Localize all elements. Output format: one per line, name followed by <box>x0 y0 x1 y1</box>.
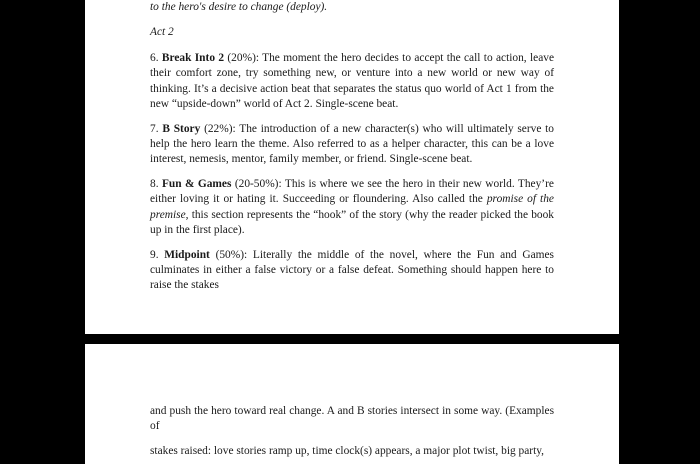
act-2-heading: Act 2 <box>150 25 174 38</box>
beat-number: 8. <box>150 178 159 191</box>
beat-percent: (20-50%): <box>234 178 282 191</box>
page-1-body <box>150 0 554 294</box>
beat-text-continued: this section represents the “hook” of the story (why the reader picked the book up in the first place). <box>150 208 554 237</box>
beat-text: The moment the hero decides to accept the call to action, leave their comfort zone, try something new, or venture into a new world or new way of thinking. It’s a decisive action beat that separates the status quo world of Act 1 from the new “upside-down” world of Act 2. Single-scene beat. <box>150 52 555 110</box>
document-page-2 <box>85 344 619 464</box>
beat-number: 7. <box>150 122 159 135</box>
beat-title: Break Into 2 <box>161 52 225 65</box>
clipped-bottom-line: stakes raised: love stories ramp up, time clock(s) appears, a major plot twist, big party, <box>150 445 545 458</box>
beat-text: This is where we see the hero in their new world. They’re either loving it or hating it. Succeeding or floundering. Also called the <box>150 178 554 206</box>
beat-break-into-2 <box>150 51 554 112</box>
beat-number: 9. <box>150 248 159 261</box>
document-page-1 <box>85 0 619 334</box>
beat-percent: (22%): <box>204 122 236 135</box>
beat-italic-phrase: promise of the premise, <box>150 193 554 221</box>
beat-number: 6. <box>150 52 159 65</box>
beat-title: Midpoint <box>164 248 210 261</box>
beat-title: Fun & Games <box>161 178 232 191</box>
beat-b-story <box>150 122 554 168</box>
beat-midpoint <box>150 248 554 294</box>
beat-title: B Story <box>162 122 201 135</box>
page-2-body <box>150 404 554 459</box>
continuation-line: and push the hero toward real change. A and B stories intersect in some way. (Examples of <box>150 405 554 433</box>
beat-fun-and-games <box>150 177 554 238</box>
clipped-runover-line: to the hero's desire to change (deploy). <box>150 1 328 13</box>
beat-text: Literally the middle of the novel, where the Fun and Games culminates in either a false victory or a false defeat. Something should happen here to raise the stakes <box>150 248 554 292</box>
beat-percent: (50%): <box>215 248 248 261</box>
beat-text: The introduction of a new character(s) who will ultimately serve to help the hero learn the theme. Also referred to as a helper character, this can be a love interest, nemesis, mentor, family member, or friend. Single-scene beat. <box>150 122 555 166</box>
beat-percent: (20%): <box>227 52 260 65</box>
